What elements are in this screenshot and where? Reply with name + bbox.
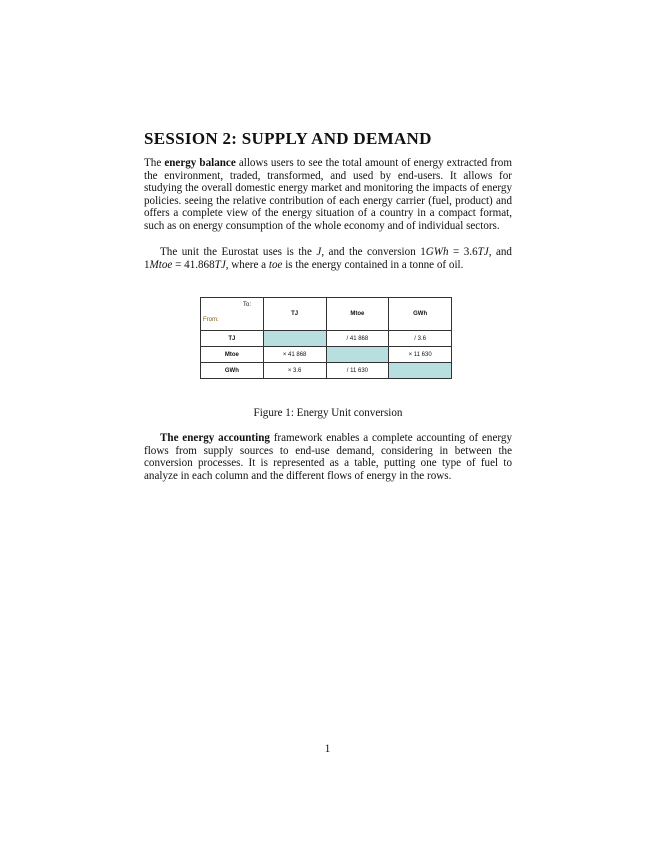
p2-m1: J [316,246,322,258]
p2-m4: Mtoe [149,258,173,271]
column-header-mtoe: Mtoe [326,298,389,331]
row-label-tj: TJ [201,331,264,347]
column-header-gwh: GWh [389,298,452,331]
p2-m3: TJ [477,246,489,258]
table-cell [326,347,389,363]
table-cell: × 3.6 [263,363,326,379]
p2-m2: GWh [425,246,449,258]
paragraph-energy-balance [144,157,512,233]
p2-t4: , and 1 [144,246,512,271]
table-cell: × 11 630 [389,347,452,363]
p3-bold-term: The energy accounting [160,432,270,444]
section-heading: SESSION 2: SUPPLY AND DEMAND [144,129,432,148]
p2-t6: , where a [225,258,269,271]
p1-bold-term: energy balance [164,157,236,169]
p2-m5: TJ [214,258,226,271]
paragraph-energy-accounting [144,432,512,482]
table-corner-cell [201,298,264,331]
table-row [201,363,452,379]
p3-text: framework enables a complete accounting of energy flows from supply sources to end-use demand, considering in between the conversion processes. It is represented as a table, putting one type of fuel to analyze in each column and the different flows of energy in the rows. [144,432,512,482]
table-cell: / 11 630 [326,363,389,379]
table-cell [263,331,326,347]
unit-conversion-figure [200,297,452,378]
row-label-gwh: GWh [201,363,264,379]
p2-m6: toe [268,258,283,271]
p2-t7: is the energy contained in a tonne of oil. [282,258,464,271]
p2-t5: = 41.868 [172,258,215,271]
table-cell: / 41 868 [326,331,389,347]
table-cell: / 3.6 [389,331,452,347]
table-cell [389,363,452,379]
unit-conversion-table [200,297,452,379]
column-header-tj: TJ [263,298,326,331]
paragraph-units [144,246,512,271]
table-row [201,331,452,347]
table-header-row [201,298,452,331]
p2-t2: , and the conversion 1 [321,246,426,258]
table-row [201,347,452,363]
p1-text: allows users to see the total amount of energy extracted from the environment, traded, transformed, and used by end-users. It allows for studying the overall domestic energy market and monitoring the impacts of energy policies. seeing the relative contribution of each energy carrier (fuel, product) and offers a complete view of the energy situation of a country in a compact format, such as on energy consumption of the whole economy and of individual sectors. [144,157,512,232]
to-label: To: [243,302,252,308]
p1-lead: The [144,157,165,169]
from-label: From: [203,317,219,323]
p2-t3: = 3.6 [448,246,478,258]
row-label-mtoe: Mtoe [201,347,264,363]
figure-caption: Figure 1: Energy Unit conversion [253,407,403,419]
table-cell: × 41 868 [263,347,326,363]
p2-t1: The unit the Eurostat uses is the [160,246,317,258]
page-number: 1 [324,743,331,755]
